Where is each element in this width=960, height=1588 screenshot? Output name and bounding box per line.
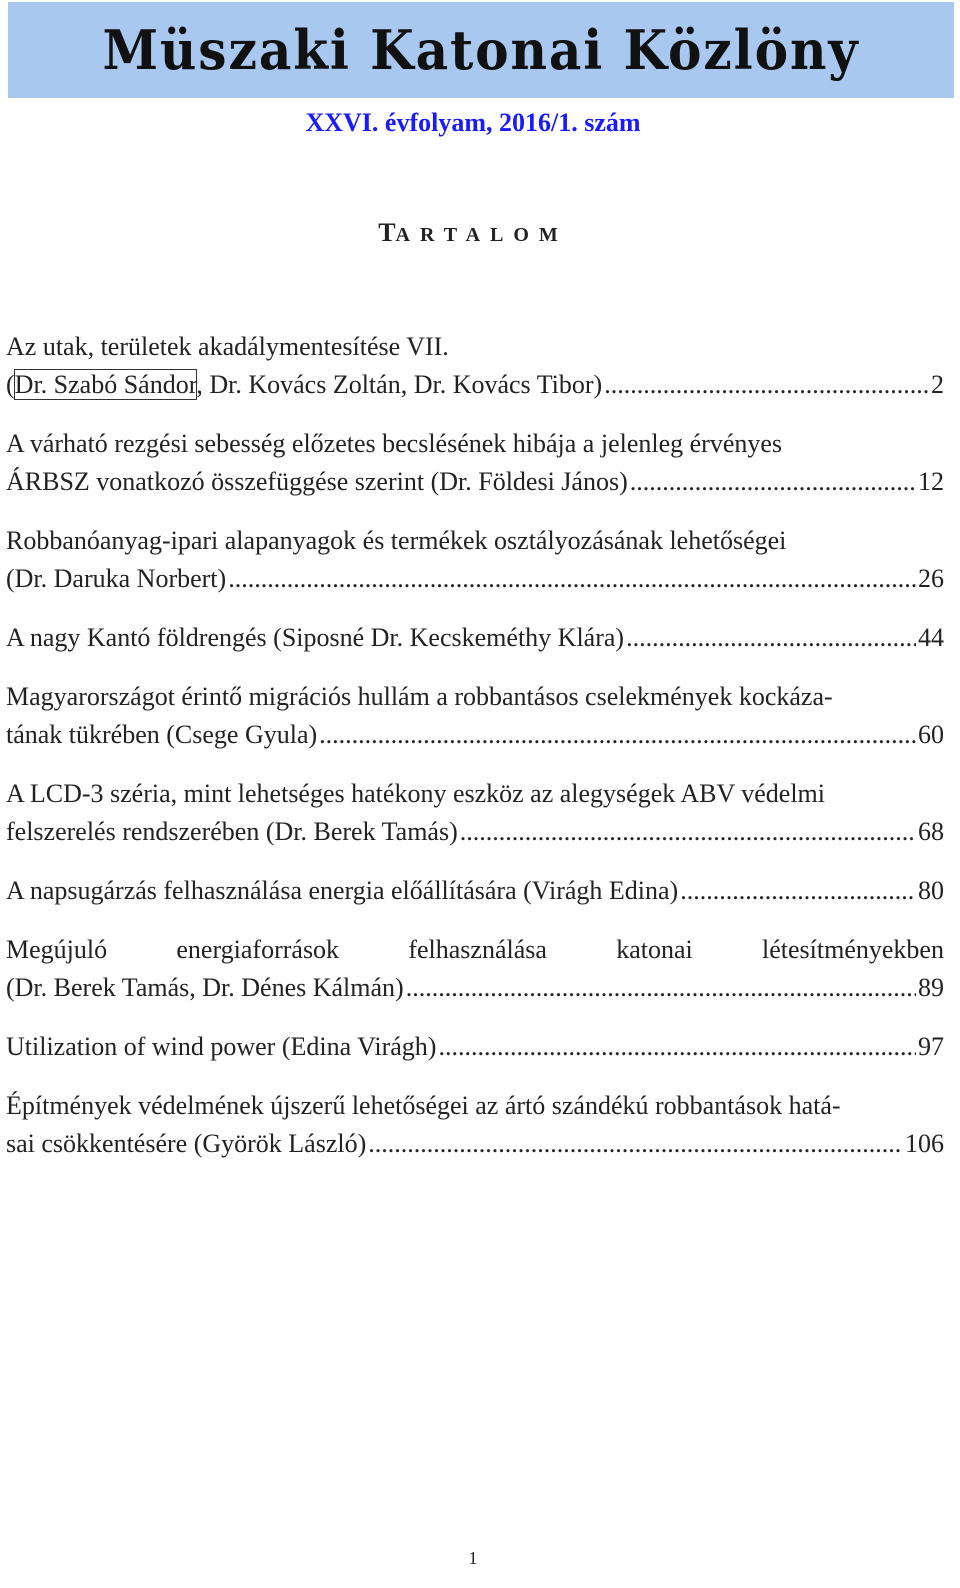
toc-word: katonai bbox=[616, 935, 693, 964]
toc-entry[interactable] bbox=[6, 775, 944, 851]
toc-entry[interactable] bbox=[6, 425, 944, 501]
toc-entry-title-end: sai csökkentésére (Györök László) bbox=[6, 1129, 367, 1158]
toc-entry-authors bbox=[6, 366, 602, 404]
toc-entry-title-end: ÁRBSZ vonatkozó összefüggése szerint (Dr. Földesi János) bbox=[6, 467, 628, 496]
toc-entry-last-line bbox=[6, 560, 944, 598]
toc-dot-leader bbox=[228, 560, 916, 598]
toc-entry-page: 97 bbox=[918, 1032, 944, 1061]
toc-entry-last-line bbox=[6, 716, 944, 754]
toc-dot-leader bbox=[630, 463, 916, 501]
contents-heading bbox=[0, 218, 946, 248]
toc-dot-leader bbox=[368, 1125, 903, 1163]
contents-heading-first-letter: T bbox=[378, 218, 396, 247]
toc-entry-title-end: felszerelés rendszerében (Dr. Berek Tamás) bbox=[6, 817, 458, 846]
toc-entry[interactable] bbox=[6, 931, 944, 1007]
toc-entry-title-end: (Dr. Berek Tamás, Dr. Dénes Kálmán) bbox=[6, 973, 404, 1002]
table-of-contents bbox=[6, 328, 944, 1184]
toc-entry-title-line: Az utak, területek akadálymentesítése VII. bbox=[6, 332, 449, 361]
toc-dot-leader bbox=[406, 969, 916, 1007]
toc-entry-last-line bbox=[6, 463, 944, 501]
toc-word: felhasználása bbox=[408, 935, 547, 964]
toc-entry-paren: ( bbox=[6, 370, 15, 399]
toc-entry-title-line: Robbanóanyag-ipari alapanyagok és termékek osztályozásának lehetőségei bbox=[6, 526, 787, 555]
toc-entry-title-line bbox=[6, 931, 944, 969]
toc-entry-title-end: Utilization of wind power (Edina Virágh) bbox=[6, 1032, 437, 1061]
journal-banner bbox=[8, 2, 954, 98]
toc-entry-title-end: A napsugárzás felhasználása energia előállítására (Virágh Edina) bbox=[6, 876, 679, 905]
toc-entry[interactable] bbox=[6, 678, 944, 754]
toc-dot-leader bbox=[626, 619, 916, 657]
toc-entry-page: 106 bbox=[905, 1129, 944, 1158]
toc-entry-last-line bbox=[6, 1028, 944, 1066]
toc-entry-title-end: A nagy Kantó földrengés (Siposné Dr. Kecskeméthy Klára) bbox=[6, 623, 625, 652]
toc-dot-leader bbox=[438, 1028, 916, 1066]
toc-entry-highlighted-author: Dr. Szabó Sándor bbox=[14, 370, 197, 399]
toc-entry[interactable] bbox=[6, 1028, 944, 1066]
toc-entry[interactable] bbox=[6, 872, 944, 910]
toc-entry-last-line bbox=[6, 872, 944, 910]
toc-entry-page: 44 bbox=[918, 623, 944, 652]
toc-entry-title-line: Építmények védelmének újszerű lehetőségei az ártó szándékú robbantások hatá- bbox=[6, 1091, 841, 1120]
toc-entry-last-line bbox=[6, 1125, 944, 1163]
toc-dot-leader bbox=[460, 813, 916, 851]
toc-entry-title-end: tának tükrében (Csege Gyula) bbox=[6, 720, 318, 749]
toc-entry-title-line: Magyarországot érintő migrációs hullám a robbantásos cselekmények kockáza- bbox=[6, 682, 833, 711]
toc-dot-leader bbox=[319, 716, 916, 754]
toc-dot-leader bbox=[604, 366, 929, 404]
toc-entry-last-line bbox=[6, 813, 944, 851]
toc-entry-last-line bbox=[6, 366, 944, 404]
page-number: 1 bbox=[468, 1548, 478, 1568]
toc-entry-last-line bbox=[6, 619, 944, 657]
journal-title: Müszaki Katonai Közlöny bbox=[102, 18, 860, 82]
toc-entry-page: 60 bbox=[918, 720, 944, 749]
toc-word: energiaforrások bbox=[176, 935, 340, 964]
contents-heading-rest: ARTALOM bbox=[395, 224, 568, 246]
toc-entry-page: 68 bbox=[918, 817, 944, 846]
toc-entry-title-line: A LCD-3 széria, mint lehetséges hatékony eszköz az alegységek ABV védelmi bbox=[6, 779, 825, 808]
toc-entry-other-authors: , Dr. Kovács Zoltán, Dr. Kovács Tibor) bbox=[196, 370, 603, 399]
toc-entry-page: 12 bbox=[918, 467, 944, 496]
toc-dot-leader bbox=[680, 872, 916, 910]
toc-entry-title-line: A várható rezgési sebesség előzetes becslésének hibája a jelenleg érvényes bbox=[6, 429, 783, 458]
toc-entry[interactable] bbox=[6, 619, 944, 657]
toc-entry-page: 80 bbox=[918, 876, 944, 905]
toc-entry-page: 2 bbox=[931, 370, 944, 399]
toc-entry-last-line bbox=[6, 969, 944, 1007]
toc-entry-page: 26 bbox=[918, 564, 944, 593]
toc-entry[interactable] bbox=[6, 1087, 944, 1163]
toc-entry-title-end: (Dr. Daruka Norbert) bbox=[6, 564, 227, 593]
toc-entry[interactable] bbox=[6, 328, 944, 404]
toc-entry[interactable] bbox=[6, 522, 944, 598]
toc-entry-page: 89 bbox=[918, 973, 944, 1002]
issue-line: XXVI. évfolyam, 2016/1. szám bbox=[305, 108, 641, 137]
toc-word: létesítményekben bbox=[762, 935, 944, 964]
toc-word: Megújuló bbox=[6, 935, 108, 964]
